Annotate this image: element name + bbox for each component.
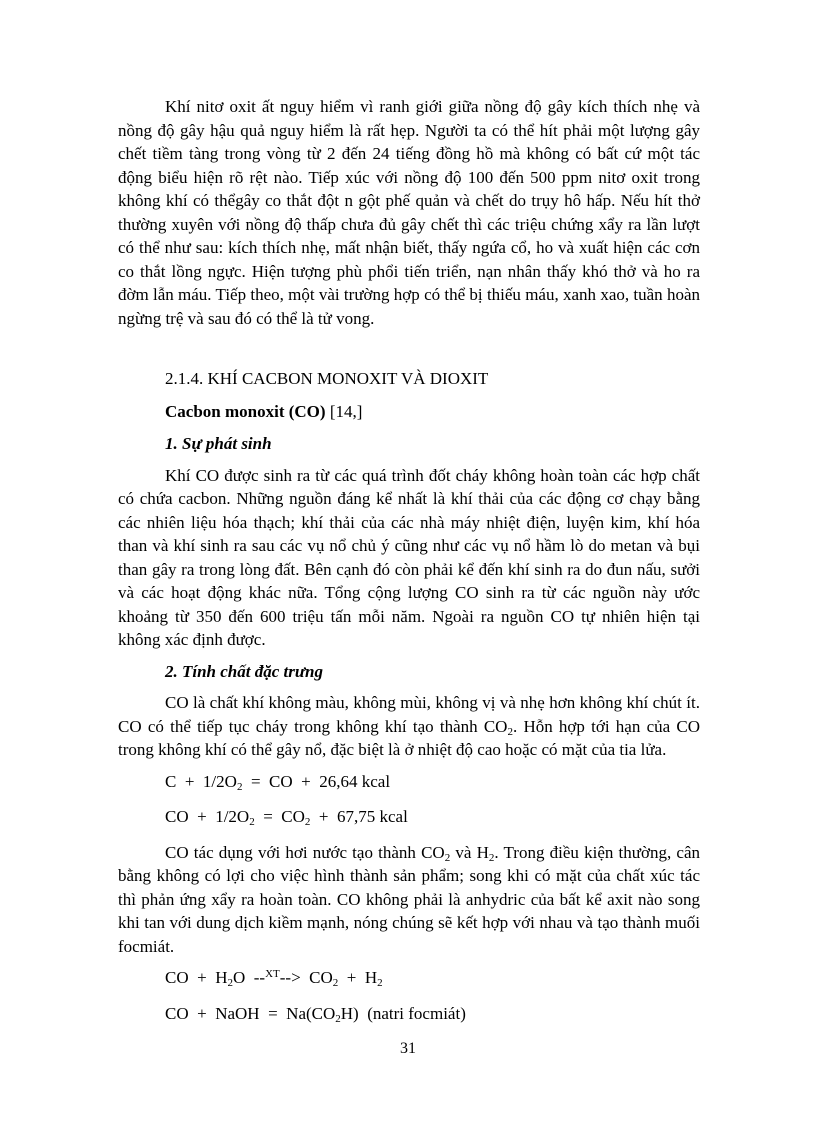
heading-properties: 2. Tính chất đặc trưng — [165, 661, 324, 681]
formula-sodium-formate — [165, 1002, 700, 1026]
formula-run: = CO + 26,64 kcal — [242, 771, 391, 791]
formula-run: H) (natri focmiát) — [340, 1003, 466, 1023]
formula-run: CO + NaOH = Na(CO — [165, 1003, 336, 1023]
subscript: 2 — [507, 725, 513, 738]
page-number: 31 — [400, 1040, 416, 1057]
text-run: CO tác dụng với hơi nước tạo thành CO — [165, 842, 445, 862]
formula-run: C + 1/2O — [165, 771, 237, 791]
subscript: 2 — [377, 977, 383, 989]
subscript: 2 — [335, 1012, 341, 1025]
text-run: và H — [450, 842, 489, 862]
formula-run: CO + H — [165, 968, 228, 987]
subscript: 2 — [249, 816, 255, 828]
formula-run: --> CO — [279, 968, 333, 987]
subscript: 2 — [236, 780, 243, 793]
text-run: CO là chất khí không màu, không mùi, không vị và nhẹ hơn không khí chút ít. CO có thể tiếp tục cháy trong không khí tạo thành CO — [118, 693, 700, 736]
sub-heading-co — [118, 400, 700, 424]
formula-carbon-combustion — [165, 770, 700, 794]
formula-run: CO + 1/2O — [165, 807, 250, 826]
formula-run: = CO — [254, 807, 305, 826]
subscript: 2 — [444, 851, 451, 864]
sub-heading-co-title: Cacbon monoxit (CO) — [165, 401, 326, 421]
formula-run: + H — [338, 968, 378, 987]
subscript: 2 — [227, 977, 233, 989]
formula-co-combustion — [165, 805, 700, 829]
formula-water-gas-shift — [165, 966, 700, 990]
paragraph-co-sources: Khí CO được sinh ra từ các quá trình đốt cháy không hoàn toàn các hợp chất có chứa cacbon. Những nguồn đáng kể nhất là khí thải của các động cơ chạy bằng các nhiên liệu hóa thạch; khí thải của các nhà máy nhiệt điện, luyện kim, khí hóa than và khí sinh ra sau các vụ nổ chủ ý cũng như các vụ nổ hầm lò do metan và bụi than gây ra trong lòng đất. Bên cạnh đó còn phải kể đến khí sinh ra do đun nấu, sưởi và các hoạt động khác nữa. Tổng cộng lượng CO sinh ra từ các nguồn này ước khoảng từ 350 đến 600 triệu tấn mỗi năm. Ngoài ra nguồn CO tự nhiên hiện tại không xác định được. — [118, 465, 700, 649]
text-run: . Trong điều kiện thường, cân bằng không có lợi cho việc hình thành sản phẩm; song khi có mặt của chất xúc tác thì phản ứng xẩy ra hoàn toàn. CO không phải là anhydric của bất kể axit nào song khi tan với dung dịch kiềm mạnh, nóng chúng sẽ kết hợp với nhau và tạo thành muối focmiát. — [118, 842, 700, 956]
formula-run: O -- — [232, 968, 266, 987]
section-heading: 2.1.4. KHÍ CACBON MONOXIT VÀ DIOXIT — [165, 369, 489, 388]
paragraph-nitrogen-oxide: Khí nitơ oxit ất nguy hiểm vì ranh giới giữa nồng độ gây kích thích nhẹ và nồng độ gây hậu quả nguy hiểm là rất hẹp. Người ta có thể hít phải một lượng gây chết tiềm tàng trong vòng từ 2 đến 24 tiếng đồng hồ mà không có bất cứ một tác động biểu hiện rõ rệt nào. Tiếp xúc với nồng độ 100 đến 500 ppm nitơ oxit trong không khí có thểgây co thắt đột n gột phế quản và chết do trụy hô hấp. Nếu hít thở thường xuyên với nồng độ thấp chưa đủ gây chết thì các triệu chứng xẩy ra lần lượt có thể như sau: kích thích nhẹ, mất nhận biết, thấy ngứa cổ, ho và xuất hiện các cơn co thắt lồng ngực. Hiện tượng phù phổi tiến triển, nạn nhân thấy khó thở và ho ra đờm lẫn máu. Tiếp theo, một vài trường hợp có thể bị thiếu máu, xanh xao, tuần hoàn ngừng trệ và sau đó có thể là tử vong. — [118, 97, 700, 328]
sub-heading-co-reference: [14,] — [325, 401, 363, 421]
subscript: 2 — [304, 816, 311, 828]
subscript: 2 — [332, 977, 339, 989]
paragraph-co-properties — [118, 691, 700, 762]
paragraph-co-reactions — [118, 841, 700, 959]
subscript: 2 — [488, 851, 495, 864]
heading-origin: 1. Sự phát sinh — [165, 434, 272, 453]
text-run: . Hỗn hợp tới hạn của CO trong không khí có thể gây nổ, đặc biệt là ở nhiệt độ cao hoặc có mặt của tia lửa. — [118, 716, 700, 759]
formula-run: + 67,75 kcal — [310, 807, 408, 826]
document-page — [118, 95, 700, 1037]
superscript-catalyst: XT — [265, 968, 280, 980]
